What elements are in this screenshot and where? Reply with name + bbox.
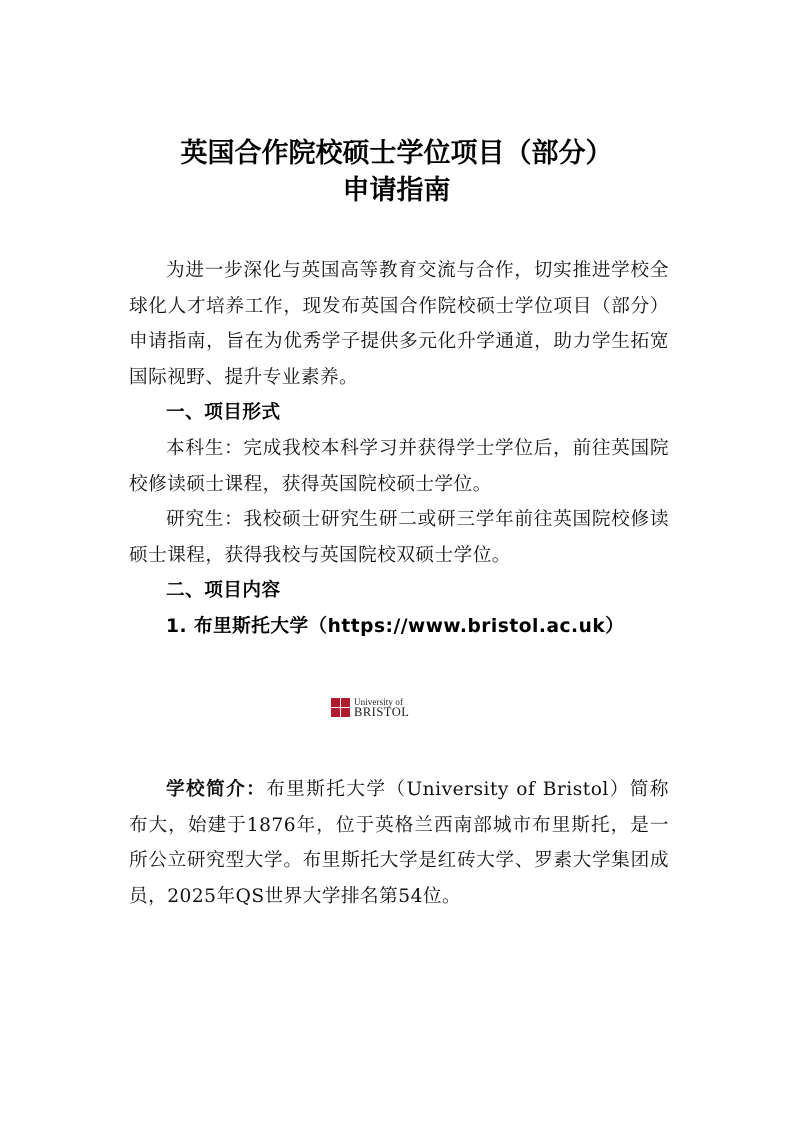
section-heading-format: 一、项目形式 bbox=[166, 402, 281, 424]
postgrad-paragraph: 研究生：我校硕士研究生研二或研三学年前往英国院校修读硕士课程，获得我校与英国院校双硕士学位。 bbox=[129, 509, 669, 566]
logo-line-big: BRISTOL bbox=[354, 705, 410, 719]
university-logo bbox=[331, 697, 409, 717]
document-subtitle: 申请指南 bbox=[342, 175, 451, 206]
intro-paragraph: 为进一步深化与英国高等教育交流与合作，切实推进学校全球化人才培养工作，现发布英国合作院校硕士学位项目（部分）申请指南，旨在为优秀学子提供多元化升学通道，助力学生拓宽国际视野、提升专业素养。 bbox=[129, 260, 669, 388]
university-crest-icon bbox=[331, 698, 350, 717]
undergrad-paragraph: 本科生：完成我校本科学习并获得学士学位后，前往英国院校修读硕士课程，获得英国院校硕士学位。 bbox=[129, 437, 669, 495]
school-intro-paragraph bbox=[129, 772, 669, 914]
main-content bbox=[129, 253, 669, 645]
document-title: 英国合作院校硕士学位项目（部分） bbox=[180, 138, 613, 169]
logo-line-small: University of bbox=[354, 697, 404, 707]
school-intro-text: 布里斯托大学（University of Bristol）简称布大，始建于1876年，位于英格兰西南部城市布里斯托，是一所公立研究型大学。布里斯托大学是红砖大学、罗素大学集团成员，2025年QS世界大学排名第54位。 bbox=[129, 779, 669, 907]
school-intro-section bbox=[129, 772, 669, 914]
school-intro-label: 学校简介： bbox=[166, 779, 267, 800]
section-heading-content: 二、项目内容 bbox=[166, 580, 281, 602]
logo-wordmark bbox=[354, 697, 409, 717]
university-item-heading: 1. 布里斯托大学（https://www.bristol.ac.uk） bbox=[166, 615, 625, 637]
